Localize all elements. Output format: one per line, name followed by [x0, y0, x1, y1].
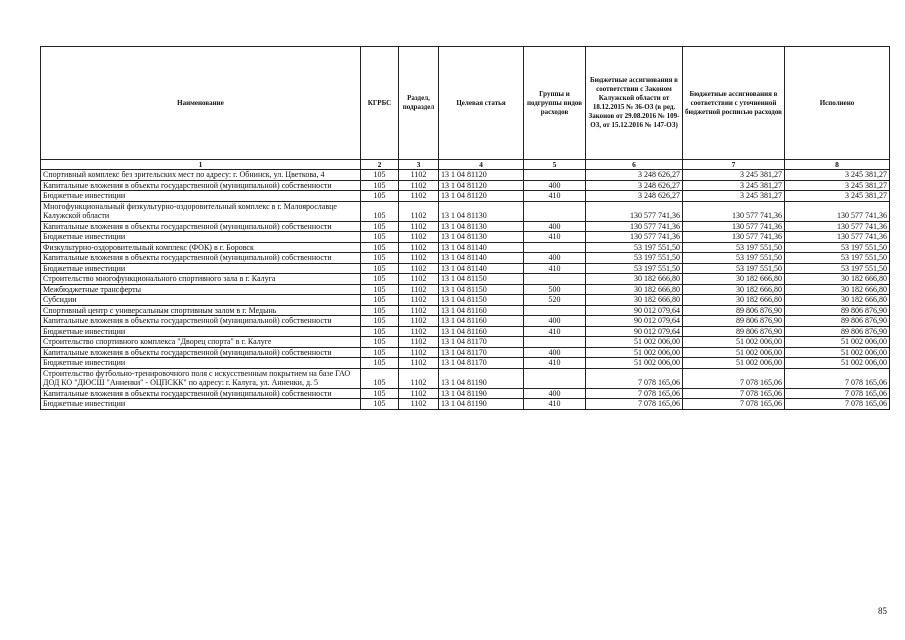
column-number: 2 — [361, 160, 399, 170]
row-section: 1102 — [399, 253, 439, 264]
row-section: 1102 — [399, 347, 439, 358]
table-row — [41, 253, 890, 264]
row-kgrbs: 105 — [361, 284, 399, 295]
row-updated-amount: 130 577 741,36 — [683, 201, 785, 221]
row-law-amount: 53 197 551,50 — [586, 263, 683, 274]
row-section: 1102 — [399, 263, 439, 274]
row-expense-group — [524, 305, 586, 316]
row-section: 1102 — [399, 232, 439, 243]
row-law-amount: 30 182 666,80 — [586, 295, 683, 306]
row-section: 1102 — [399, 305, 439, 316]
header-law-allocations: Бюджетные ассигнования в соответствии с Законом Калужской области от 18.12.2015 № 36-ОЗ (в ред. Законов от 29.08.2016 № 109-ОЗ, от 15.12.2016 № 147-ОЗ) — [586, 47, 683, 160]
row-name: Бюджетные инвестиции — [41, 326, 361, 337]
row-target-article: 13 1 04 81160 — [439, 316, 524, 327]
row-kgrbs: 105 — [361, 253, 399, 264]
row-expense-group: 410 — [524, 358, 586, 369]
row-executed-amount: 51 002 006,00 — [785, 358, 890, 369]
row-expense-group: 410 — [524, 232, 586, 243]
row-expense-group: 400 — [524, 388, 586, 399]
row-executed-amount: 30 182 666,80 — [785, 295, 890, 306]
row-target-article: 13 1 04 81160 — [439, 326, 524, 337]
budget-document — [40, 46, 889, 410]
row-executed-amount: 3 245 381,27 — [785, 180, 890, 191]
row-updated-amount: 130 577 741,36 — [683, 232, 785, 243]
table-row — [41, 170, 890, 181]
row-target-article: 13 1 04 81150 — [439, 274, 524, 285]
row-law-amount: 30 182 666,80 — [586, 274, 683, 285]
row-section: 1102 — [399, 295, 439, 306]
table-row — [41, 305, 890, 316]
row-law-amount: 130 577 741,36 — [586, 201, 683, 221]
row-section: 1102 — [399, 170, 439, 181]
row-target-article: 13 1 04 81140 — [439, 242, 524, 253]
row-name: Бюджетные инвестиции — [41, 358, 361, 369]
table-row — [41, 232, 890, 243]
table-row — [41, 347, 890, 358]
row-kgrbs: 105 — [361, 170, 399, 181]
row-executed-amount: 89 806 876,90 — [785, 305, 890, 316]
column-number: 6 — [586, 160, 683, 170]
row-law-amount: 51 002 006,00 — [586, 337, 683, 348]
header-expense-groups: Группы и подгруппы видов расходов — [524, 47, 586, 160]
row-executed-amount: 51 002 006,00 — [785, 347, 890, 358]
row-updated-amount: 89 806 876,90 — [683, 316, 785, 327]
row-kgrbs: 105 — [361, 399, 399, 410]
row-name: Межбюджетные трансферты — [41, 284, 361, 295]
column-number-row — [41, 160, 890, 170]
row-section: 1102 — [399, 368, 439, 388]
row-kgrbs: 105 — [361, 274, 399, 285]
row-target-article: 13 1 04 81130 — [439, 201, 524, 221]
row-expense-group: 400 — [524, 316, 586, 327]
row-section: 1102 — [399, 399, 439, 410]
table-row — [41, 316, 890, 327]
row-updated-amount: 3 245 381,27 — [683, 191, 785, 202]
header-name: Наименование — [41, 47, 361, 160]
row-executed-amount: 53 197 551,50 — [785, 242, 890, 253]
row-target-article: 13 1 04 81120 — [439, 170, 524, 181]
table-row — [41, 337, 890, 348]
row-kgrbs: 105 — [361, 221, 399, 232]
row-target-article: 13 1 04 81120 — [439, 180, 524, 191]
row-executed-amount: 30 182 666,80 — [785, 284, 890, 295]
row-name: Бюджетные инвестиции — [41, 232, 361, 243]
table-row — [41, 274, 890, 285]
row-section: 1102 — [399, 201, 439, 221]
row-target-article: 13 1 04 81190 — [439, 368, 524, 388]
row-executed-amount: 53 197 551,50 — [785, 253, 890, 264]
row-updated-amount: 7 078 165,06 — [683, 388, 785, 399]
table-row — [41, 263, 890, 274]
row-target-article: 13 1 04 81130 — [439, 221, 524, 232]
table-row — [41, 242, 890, 253]
header-updated-allocations: Бюджетные ассигнования в соответствии с уточненной бюджетной росписью расходов — [683, 47, 785, 160]
row-updated-amount: 51 002 006,00 — [683, 337, 785, 348]
row-law-amount: 130 577 741,36 — [586, 221, 683, 232]
table-row — [41, 399, 890, 410]
row-expense-group — [524, 170, 586, 181]
row-updated-amount: 7 078 165,06 — [683, 368, 785, 388]
row-name: Бюджетные инвестиции — [41, 263, 361, 274]
row-executed-amount: 51 002 006,00 — [785, 337, 890, 348]
table-row — [41, 388, 890, 399]
row-kgrbs: 105 — [361, 316, 399, 327]
header-kgrbs: КГРБС — [361, 47, 399, 160]
table-row — [41, 295, 890, 306]
row-kgrbs: 105 — [361, 347, 399, 358]
header-target-article: Целевая статья — [439, 47, 524, 160]
page-number: 85 — [878, 606, 887, 616]
row-section: 1102 — [399, 326, 439, 337]
row-law-amount: 90 012 079,64 — [586, 305, 683, 316]
row-law-amount: 53 197 551,50 — [586, 242, 683, 253]
row-law-amount: 30 182 666,80 — [586, 284, 683, 295]
row-name: Капитальные вложения в объекты государственной (муниципальной) собственности — [41, 221, 361, 232]
row-expense-group — [524, 242, 586, 253]
row-law-amount: 53 197 551,50 — [586, 253, 683, 264]
row-executed-amount: 130 577 741,36 — [785, 232, 890, 243]
row-section: 1102 — [399, 180, 439, 191]
row-law-amount: 3 248 626,27 — [586, 170, 683, 181]
row-expense-group — [524, 274, 586, 285]
row-name: Капитальные вложения в объекты государственной (муниципальной) собственности — [41, 388, 361, 399]
row-executed-amount: 89 806 876,90 — [785, 316, 890, 327]
row-expense-group: 400 — [524, 347, 586, 358]
row-expense-group: 400 — [524, 221, 586, 232]
row-expense-group: 410 — [524, 191, 586, 202]
row-updated-amount: 89 806 876,90 — [683, 305, 785, 316]
row-name: Строительство футбольно-тренировочного поля с искусственным покрытием на базе ГАО ДОД КО "ДЮСШ "Анненки" - ОЦПСКК" по адресу: г. Калуга, ул. Анненки, д. 5 — [41, 368, 361, 388]
row-target-article: 13 1 04 81170 — [439, 347, 524, 358]
row-updated-amount: 53 197 551,50 — [683, 253, 785, 264]
row-kgrbs: 105 — [361, 232, 399, 243]
column-number: 7 — [683, 160, 785, 170]
row-target-article: 13 1 04 81150 — [439, 284, 524, 295]
row-expense-group: 410 — [524, 263, 586, 274]
row-name: Капитальные вложения в объекты государственной (муниципальной) собственности — [41, 253, 361, 264]
row-kgrbs: 105 — [361, 180, 399, 191]
row-target-article: 13 1 04 81160 — [439, 305, 524, 316]
row-expense-group — [524, 337, 586, 348]
row-law-amount: 130 577 741,36 — [586, 232, 683, 243]
header-executed: Исполнено — [785, 47, 890, 160]
row-law-amount: 7 078 165,06 — [586, 399, 683, 410]
row-kgrbs: 105 — [361, 326, 399, 337]
row-name: Капитальные вложения в объекты государственной (муниципальной) собственности — [41, 347, 361, 358]
row-section: 1102 — [399, 274, 439, 285]
row-name: Бюджетные инвестиции — [41, 191, 361, 202]
row-section: 1102 — [399, 337, 439, 348]
column-number: 1 — [41, 160, 361, 170]
row-updated-amount: 30 182 666,80 — [683, 274, 785, 285]
row-expense-group: 410 — [524, 399, 586, 410]
row-executed-amount: 53 197 551,50 — [785, 263, 890, 274]
row-target-article: 13 1 04 81140 — [439, 263, 524, 274]
row-law-amount: 90 012 079,64 — [586, 316, 683, 327]
row-target-article: 13 1 04 81170 — [439, 358, 524, 369]
row-updated-amount: 30 182 666,80 — [683, 295, 785, 306]
row-section: 1102 — [399, 191, 439, 202]
row-expense-group: 500 — [524, 284, 586, 295]
row-updated-amount: 3 245 381,27 — [683, 180, 785, 191]
row-executed-amount: 7 078 165,06 — [785, 388, 890, 399]
row-section: 1102 — [399, 242, 439, 253]
row-expense-group — [524, 368, 586, 388]
table-row — [41, 326, 890, 337]
row-updated-amount: 7 078 165,06 — [683, 399, 785, 410]
row-section: 1102 — [399, 388, 439, 399]
row-expense-group: 400 — [524, 180, 586, 191]
row-executed-amount: 3 245 381,27 — [785, 170, 890, 181]
row-name: Спортивный комплекс без зрительских мест по адресу: г. Обнинск, ул. Цветкова, 4 — [41, 170, 361, 181]
row-expense-group: 400 — [524, 253, 586, 264]
row-updated-amount: 89 806 876,90 — [683, 326, 785, 337]
row-name: Строительство спортивного комплекса "Дворец спорта" в г. Калуге — [41, 337, 361, 348]
row-target-article: 13 1 04 81190 — [439, 388, 524, 399]
row-name: Капитальные вложения в объекты государственной (муниципальной) собственности — [41, 180, 361, 191]
row-updated-amount: 51 002 006,00 — [683, 347, 785, 358]
row-kgrbs: 105 — [361, 263, 399, 274]
budget-table — [40, 46, 890, 410]
row-section: 1102 — [399, 358, 439, 369]
row-executed-amount: 130 577 741,36 — [785, 201, 890, 221]
row-target-article: 13 1 04 81140 — [439, 253, 524, 264]
row-kgrbs: 105 — [361, 305, 399, 316]
row-executed-amount: 30 182 666,80 — [785, 274, 890, 285]
row-law-amount: 51 002 006,00 — [586, 347, 683, 358]
row-name: Бюджетные инвестиции — [41, 399, 361, 410]
row-expense-group: 410 — [524, 326, 586, 337]
row-kgrbs: 105 — [361, 295, 399, 306]
row-updated-amount: 30 182 666,80 — [683, 284, 785, 295]
row-updated-amount: 51 002 006,00 — [683, 358, 785, 369]
row-executed-amount: 7 078 165,06 — [785, 399, 890, 410]
row-updated-amount: 3 245 381,27 — [683, 170, 785, 181]
row-name: Капитальные вложения в объекты государственной (муниципальной) собственности — [41, 316, 361, 327]
column-number: 4 — [439, 160, 524, 170]
row-kgrbs: 105 — [361, 358, 399, 369]
row-law-amount: 51 002 006,00 — [586, 358, 683, 369]
table-row — [41, 191, 890, 202]
row-law-amount: 3 248 626,27 — [586, 191, 683, 202]
header-section: Раздел, подраздел — [399, 47, 439, 160]
row-executed-amount: 130 577 741,36 — [785, 221, 890, 232]
row-kgrbs: 105 — [361, 337, 399, 348]
row-target-article: 13 1 04 81190 — [439, 399, 524, 410]
table-row — [41, 368, 890, 388]
row-executed-amount: 7 078 165,06 — [785, 368, 890, 388]
row-name: Физкультурно-оздоровительный комплекс (ФОК) в г. Боровск — [41, 242, 361, 253]
table-row — [41, 180, 890, 191]
row-name: Субсидии — [41, 295, 361, 306]
column-number: 5 — [524, 160, 586, 170]
row-name: Спортивный центр с универсальным спортивным залом в г. Медынь — [41, 305, 361, 316]
row-law-amount: 7 078 165,06 — [586, 388, 683, 399]
row-target-article: 13 1 04 81150 — [439, 295, 524, 306]
row-name: Многофункциональный физкультурно-оздоровительный комплекс в г. Малоярославце Калужской области — [41, 201, 361, 221]
row-section: 1102 — [399, 316, 439, 327]
row-kgrbs: 105 — [361, 242, 399, 253]
row-target-article: 13 1 04 81130 — [439, 232, 524, 243]
row-law-amount: 3 248 626,27 — [586, 180, 683, 191]
table-body — [41, 170, 890, 410]
row-kgrbs: 105 — [361, 191, 399, 202]
row-executed-amount: 3 245 381,27 — [785, 191, 890, 202]
row-target-article: 13 1 04 81170 — [439, 337, 524, 348]
row-law-amount: 90 012 079,64 — [586, 326, 683, 337]
table-row — [41, 221, 890, 232]
row-section: 1102 — [399, 284, 439, 295]
column-number: 3 — [399, 160, 439, 170]
row-target-article: 13 1 04 81120 — [439, 191, 524, 202]
row-expense-group: 520 — [524, 295, 586, 306]
table-row — [41, 358, 890, 369]
table-row — [41, 201, 890, 221]
row-expense-group — [524, 201, 586, 221]
row-kgrbs: 105 — [361, 388, 399, 399]
row-kgrbs: 105 — [361, 201, 399, 221]
row-updated-amount: 53 197 551,50 — [683, 242, 785, 253]
row-name: Строительство многофункционального спортивного зала в г. Калуга — [41, 274, 361, 285]
row-law-amount: 7 078 165,06 — [586, 368, 683, 388]
table-row — [41, 284, 890, 295]
table-header — [41, 47, 890, 170]
row-section: 1102 — [399, 221, 439, 232]
row-kgrbs: 105 — [361, 368, 399, 388]
row-updated-amount: 130 577 741,36 — [683, 221, 785, 232]
column-number: 8 — [785, 160, 890, 170]
row-updated-amount: 53 197 551,50 — [683, 263, 785, 274]
row-executed-amount: 89 806 876,90 — [785, 326, 890, 337]
